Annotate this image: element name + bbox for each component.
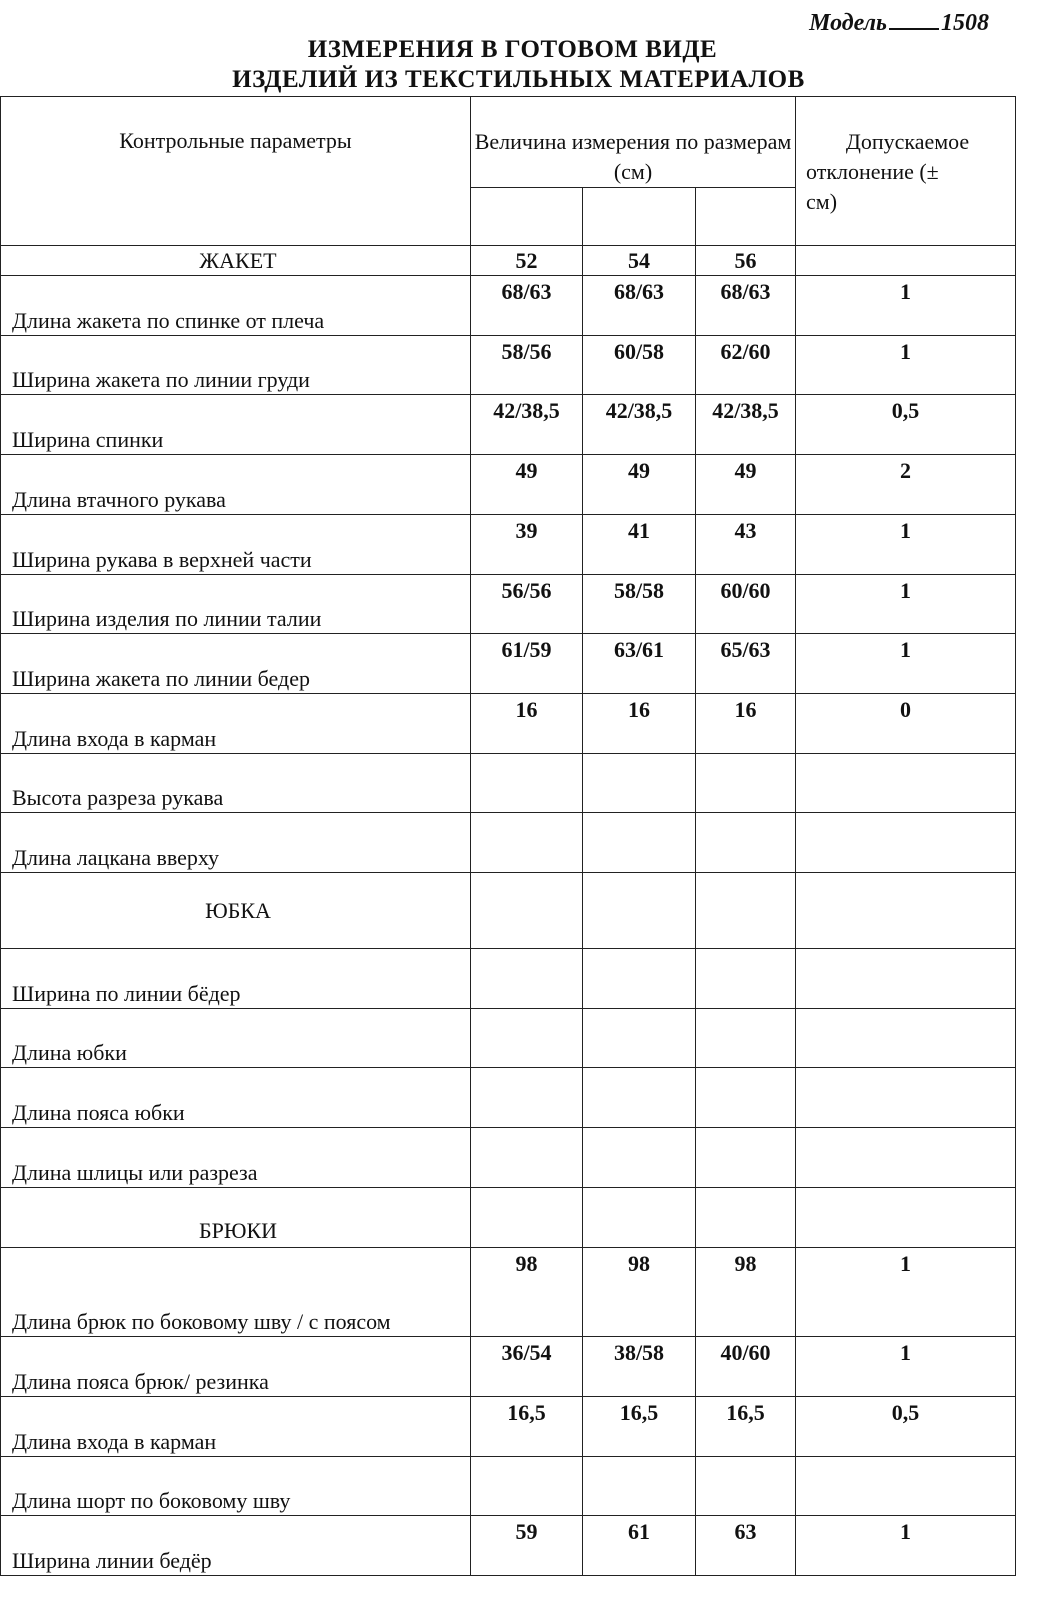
model-label: Модель — [809, 10, 887, 36]
value-cell — [583, 813, 696, 873]
param-label: Ширина по линии бёдер — [1, 949, 471, 1009]
value-cell — [471, 1128, 583, 1188]
value-cell: 16,5 — [471, 1397, 583, 1457]
tolerance-cell: 1 — [796, 336, 1016, 395]
param-label: Длина жакета по спинке от плеча — [1, 276, 471, 336]
empty-cell — [696, 873, 796, 949]
value-cell — [583, 1457, 696, 1516]
value-cell — [471, 1068, 583, 1128]
param-label: Длина шорт по боковому шву — [1, 1457, 471, 1516]
value-cell: 60/60 — [696, 575, 796, 634]
table-row — [1, 455, 1016, 515]
value-cell: 98 — [583, 1248, 696, 1337]
value-cell: 68/63 — [471, 276, 583, 336]
tolerance-cell — [796, 813, 1016, 873]
value-cell — [471, 813, 583, 873]
table-row — [1, 276, 1016, 336]
value-cell: 36/54 — [471, 1337, 583, 1397]
value-cell: 40/60 — [696, 1337, 796, 1397]
document-title-line2: ИЗДЕЛИЙ ИЗ ТЕКСТИЛЬНЫХ МАТЕРИАЛОВ — [232, 66, 805, 93]
value-cell — [471, 949, 583, 1009]
size-label: 52 — [471, 246, 583, 276]
value-cell — [696, 1009, 796, 1068]
empty-cell — [796, 246, 1016, 276]
param-label: Длина входа в карман — [1, 1397, 471, 1457]
table-row — [1, 575, 1016, 634]
tolerance-cell: 2 — [796, 455, 1016, 515]
value-cell: 42/38,5 — [583, 395, 696, 455]
value-cell — [583, 754, 696, 813]
value-cell: 42/38,5 — [471, 395, 583, 455]
value-cell: 63/61 — [583, 634, 696, 694]
value-cell: 58/56 — [471, 336, 583, 395]
header-param: Контрольные параметры — [1, 97, 471, 246]
value-cell: 16,5 — [583, 1397, 696, 1457]
param-label: Длина юбки — [1, 1009, 471, 1068]
model-number — [809, 8, 989, 37]
tolerance-cell: 1 — [796, 1248, 1016, 1337]
header-tolerance-line1: Допускаемое — [845, 129, 970, 154]
tolerance-cell: 1 — [796, 1337, 1016, 1397]
param-label: Ширина изделия по линии талии — [1, 575, 471, 634]
value-cell — [696, 754, 796, 813]
empty-cell — [583, 1188, 696, 1248]
size-label: 56 — [696, 246, 796, 276]
param-label: Длина втачного рукава — [1, 455, 471, 515]
empty-cell — [796, 1188, 1016, 1248]
value-cell: 58/58 — [583, 575, 696, 634]
value-cell: 61 — [583, 1516, 696, 1576]
value-cell — [583, 1128, 696, 1188]
table-row — [1, 1457, 1016, 1516]
value-cell: 65/63 — [696, 634, 796, 694]
value-cell: 49 — [583, 455, 696, 515]
header-size-cell — [471, 188, 583, 246]
section-row-trousers — [1, 1188, 1016, 1248]
header-tolerance — [796, 97, 1016, 246]
table-row — [1, 1068, 1016, 1128]
tolerance-cell: 1 — [796, 634, 1016, 694]
size-label: 54 — [583, 246, 696, 276]
value-cell: 16,5 — [696, 1397, 796, 1457]
empty-cell — [796, 873, 1016, 949]
value-cell: 41 — [583, 515, 696, 575]
value-cell: 56/56 — [471, 575, 583, 634]
value-cell: 59 — [471, 1516, 583, 1576]
value-cell: 49 — [471, 455, 583, 515]
section-title-trousers: БРЮКИ — [1, 1188, 471, 1248]
header-measure: Величина измерения по размерам (см) — [471, 97, 796, 188]
param-label: Ширина жакета по линии бедер — [1, 634, 471, 694]
tolerance-cell — [796, 949, 1016, 1009]
value-cell: 16 — [583, 694, 696, 754]
value-cell — [583, 949, 696, 1009]
table-row — [1, 1128, 1016, 1188]
value-cell: 39 — [471, 515, 583, 575]
value-cell: 68/63 — [696, 276, 796, 336]
tolerance-cell: 1 — [796, 276, 1016, 336]
value-cell: 43 — [696, 515, 796, 575]
model-value: 1508 — [941, 10, 989, 36]
header-row — [1, 97, 1016, 188]
empty-cell — [583, 873, 696, 949]
value-cell: 98 — [696, 1248, 796, 1337]
table-row — [1, 1397, 1016, 1457]
table-row — [1, 1248, 1016, 1337]
value-cell — [471, 754, 583, 813]
table-row — [1, 694, 1016, 754]
header-size-cell — [696, 188, 796, 246]
table-row — [1, 1516, 1016, 1576]
table-row — [1, 1337, 1016, 1397]
value-cell — [471, 1009, 583, 1068]
model-blank-line — [889, 8, 939, 30]
value-cell — [696, 949, 796, 1009]
header-tolerance-line3: см) — [806, 189, 838, 214]
value-cell: 49 — [696, 455, 796, 515]
table-row — [1, 754, 1016, 813]
empty-cell — [696, 1188, 796, 1248]
param-label: Ширина рукава в верхней части — [1, 515, 471, 575]
param-label: Длина шлицы или разреза — [1, 1128, 471, 1188]
value-cell — [696, 1068, 796, 1128]
value-cell — [696, 1128, 796, 1188]
param-label: Длина пояса брюк/ резинка — [1, 1337, 471, 1397]
table-row — [1, 634, 1016, 694]
section-row-jacket — [1, 246, 1016, 276]
tolerance-cell — [796, 1068, 1016, 1128]
value-cell — [696, 813, 796, 873]
empty-cell — [471, 1188, 583, 1248]
tolerance-cell — [796, 1457, 1016, 1516]
value-cell: 38/58 — [583, 1337, 696, 1397]
section-row-skirt — [1, 873, 1016, 949]
param-label: Длина брюк по боковому шву / с поясом — [1, 1248, 471, 1337]
section-title-skirt: ЮБКА — [1, 873, 471, 949]
value-cell: 61/59 — [471, 634, 583, 694]
value-cell: 68/63 — [583, 276, 696, 336]
tolerance-cell: 1 — [796, 1516, 1016, 1576]
tolerance-cell — [796, 1128, 1016, 1188]
document-title-line1: ИЗМЕРЕНИЯ В ГОТОВОМ ВИДЕ — [307, 36, 718, 63]
param-label: Ширина жакета по линии груди — [1, 336, 471, 395]
empty-cell — [471, 873, 583, 949]
value-cell — [583, 1068, 696, 1128]
table-row — [1, 1009, 1016, 1068]
tolerance-cell — [796, 1009, 1016, 1068]
value-cell — [471, 1457, 583, 1516]
param-label: Ширина спинки — [1, 395, 471, 455]
header-tolerance-line2: отклонение (± — [806, 159, 939, 184]
measurements-table — [0, 96, 1016, 1576]
value-cell — [583, 1009, 696, 1068]
table-row — [1, 515, 1016, 575]
param-label: Длина входа в карман — [1, 694, 471, 754]
value-cell: 16 — [471, 694, 583, 754]
value-cell: 16 — [696, 694, 796, 754]
tolerance-cell: 1 — [796, 515, 1016, 575]
value-cell: 60/58 — [583, 336, 696, 395]
table-row — [1, 395, 1016, 455]
tolerance-cell: 1 — [796, 575, 1016, 634]
value-cell: 98 — [471, 1248, 583, 1337]
table-row — [1, 336, 1016, 395]
param-label: Длина лацкана вверху — [1, 813, 471, 873]
section-title-jacket: ЖАКЕТ — [1, 246, 471, 276]
value-cell: 63 — [696, 1516, 796, 1576]
param-label: Высота разреза рукава — [1, 754, 471, 813]
param-label: Длина пояса юбки — [1, 1068, 471, 1128]
tolerance-cell: 0 — [796, 694, 1016, 754]
table-row — [1, 813, 1016, 873]
tolerance-cell — [796, 754, 1016, 813]
value-cell — [696, 1457, 796, 1516]
tolerance-cell: 0,5 — [796, 1397, 1016, 1457]
table-row — [1, 949, 1016, 1009]
value-cell: 62/60 — [696, 336, 796, 395]
param-label: Ширина линии бедёр — [1, 1516, 471, 1576]
value-cell: 42/38,5 — [696, 395, 796, 455]
header-size-cell — [583, 188, 696, 246]
tolerance-cell: 0,5 — [796, 395, 1016, 455]
